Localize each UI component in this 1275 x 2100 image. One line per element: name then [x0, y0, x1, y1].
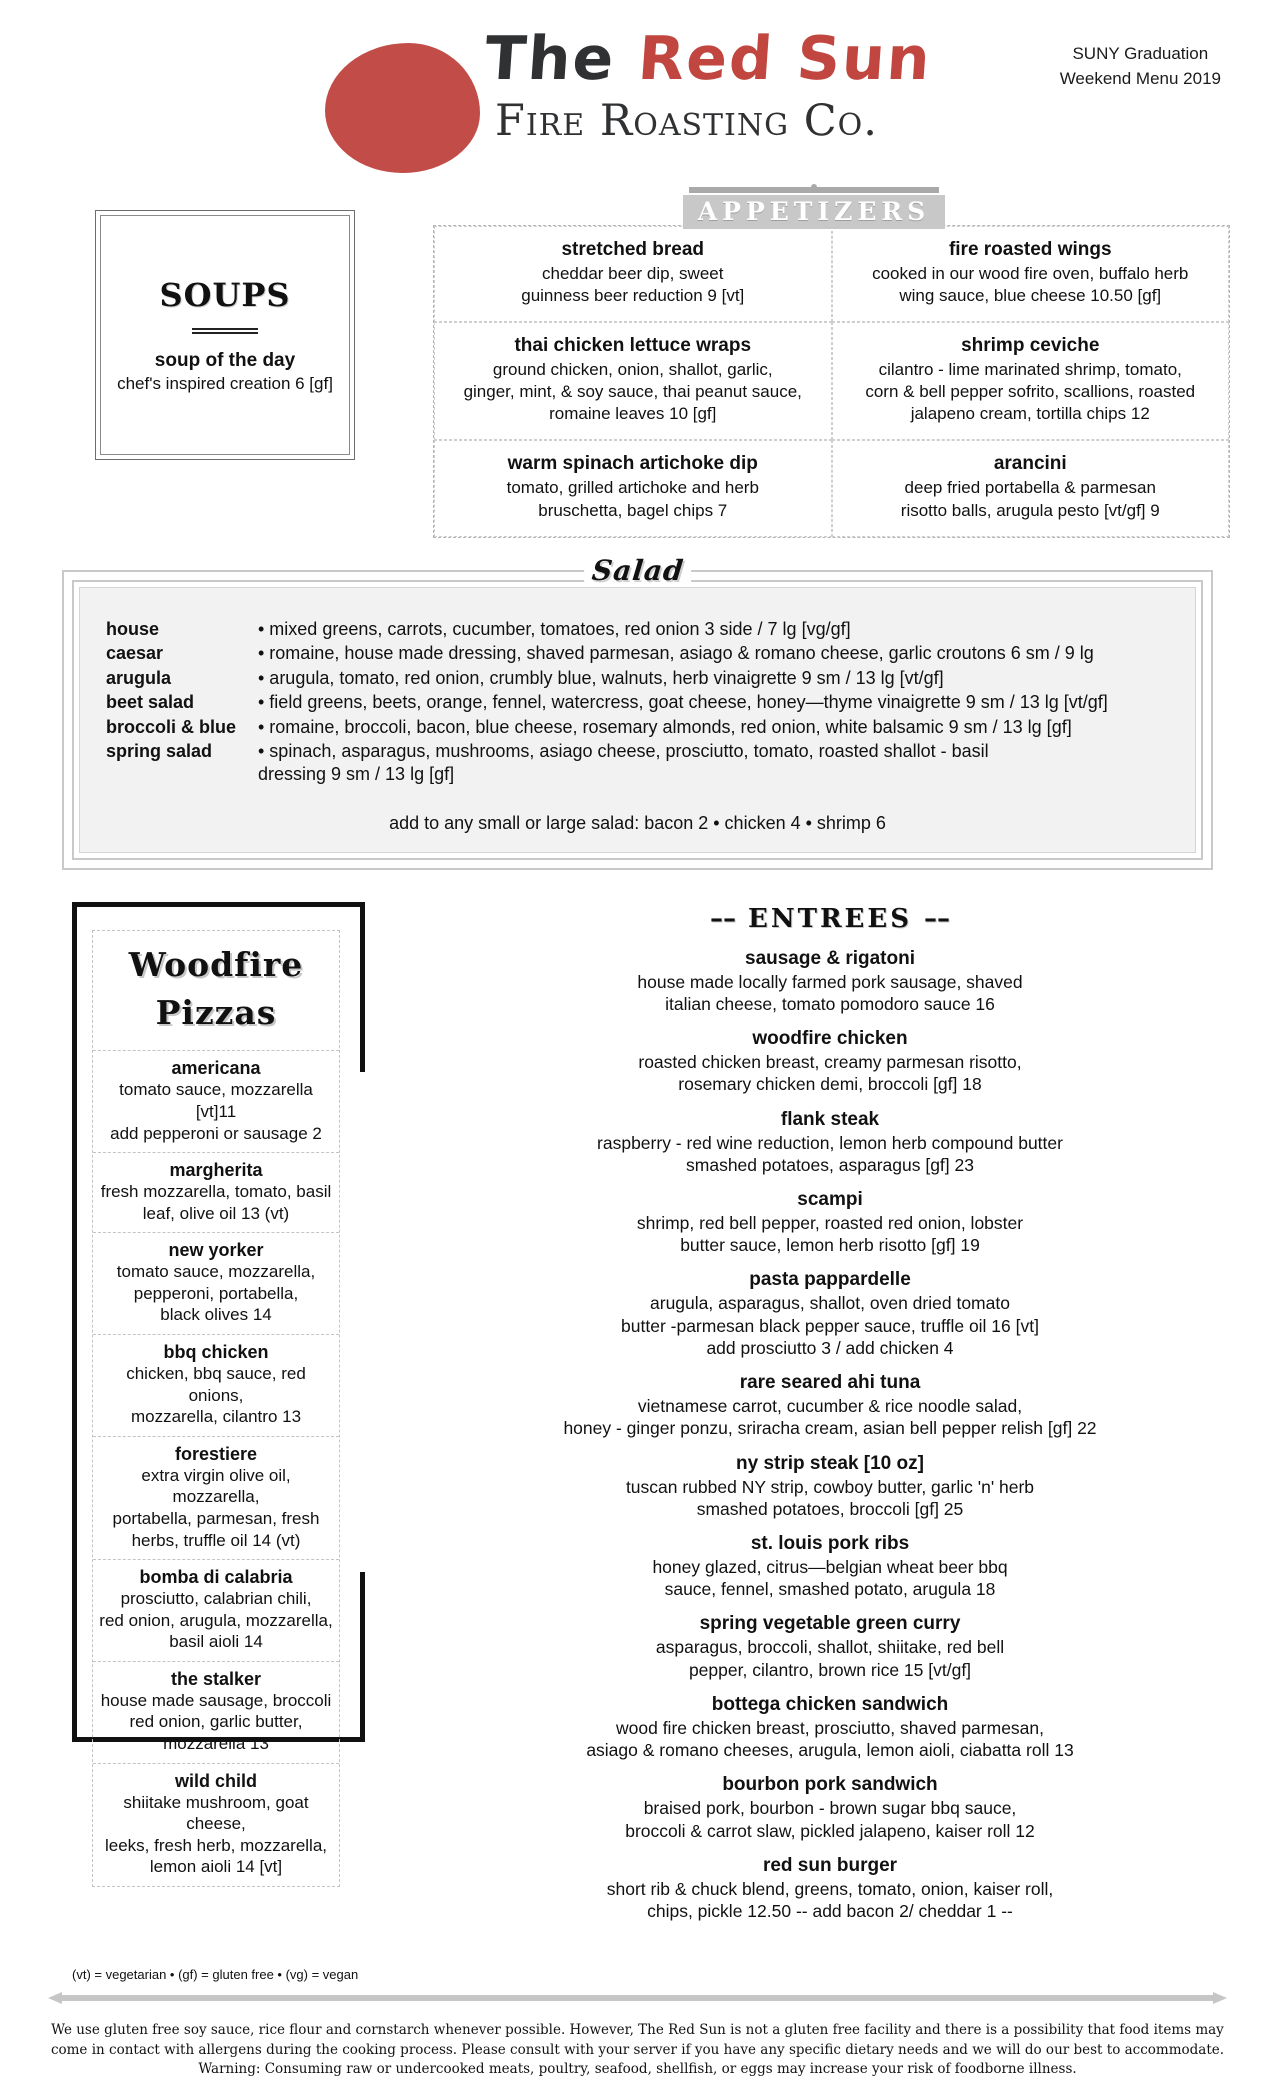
banner-bar-decoration [689, 187, 939, 193]
menu-header [40, 0, 1235, 185]
entree-desc: vietnamese carrot, cucumber & rice noodle salad, honey - ginger ponzu, sriracha cream, asian bell pepper relish [gf] 22 [563, 1396, 1097, 1439]
menu-occasion-note [1060, 42, 1221, 91]
soup-of-the-day-name: soup of the day [154, 350, 296, 371]
brand-tagline: Fire Roasting Co. [495, 96, 878, 146]
entree-item [420, 1453, 1240, 1520]
salad-row [106, 642, 1169, 665]
arrow-bar [62, 1995, 1213, 2001]
pizza-name: new yorker [168, 1240, 264, 1261]
entree-desc: shrimp, red bell pepper, roasted red onion, lobster butter sauce, lemon herb risotto [gf] 19 [636, 1213, 1024, 1256]
entrees-heading [420, 904, 1240, 934]
entree-item [420, 1189, 1240, 1256]
appetizer-name: stretched bread [561, 239, 705, 260]
soups-divider [192, 328, 258, 334]
salad-name: house [106, 619, 160, 639]
entree-desc: raspberry - red wine reduction, lemon herb compound butter smashed potatoes, asparagus [gf] 23 [597, 1132, 1063, 1175]
brand-the: The [482, 24, 618, 94]
pizza-item [93, 1764, 339, 1886]
appetizer-item [832, 322, 1230, 440]
appetizer-item [434, 226, 832, 322]
soups-content [95, 210, 355, 460]
pizza-desc: house made sausage, broccoli red onion, garlic butter, mozzarella 13 [100, 1690, 332, 1753]
salad-heading-tab [584, 554, 692, 587]
pizza-desc: prosciutto, calabrian chili, red onion, arugula, mozzarella, basil aioli 14 [99, 1589, 333, 1652]
arrow-left-icon [48, 1992, 62, 2004]
appetizer-name: thai chicken lettuce wraps [514, 335, 752, 357]
entree-name: rare seared ahi tuna [739, 1372, 921, 1394]
pizzas-title-line2: Pizzas [155, 992, 277, 1032]
entree-item [420, 948, 1240, 1015]
entrees-dash-left: –– [709, 903, 736, 934]
entree-name: woodfire chicken [752, 1028, 908, 1050]
salad-name: broccoli & blue [106, 716, 237, 737]
entree-item [420, 1269, 1240, 1359]
bracket-right-top [360, 902, 365, 1072]
occasion-line1: SUNY Graduation [1072, 44, 1209, 63]
entree-name: scampi [797, 1189, 863, 1211]
salad-addons: add to any small or large salad: bacon 2 • chicken 4 • shrimp 6 [389, 812, 886, 833]
salad-name: caesar [106, 643, 164, 664]
salad-desc: • field greens, beets, orange, fennel, watercress, goat cheese, honey—thyme vinaigrette 9 sm / 13 lg [vt/gf] [258, 692, 1108, 713]
pizza-item [93, 1233, 339, 1335]
entree-desc: braised pork, bourbon - brown sugar bbq sauce, broccoli & carrot slaw, pickled jalapeno, kaiser roll 12 [625, 1798, 1035, 1841]
salad-title: Salad [589, 554, 686, 587]
salad-desc: • spinach, asparagus, mushrooms, asiago cheese, prosciutto, tomato, roasted shallot - basil dressing 9 sm / 13 lg [gf] [258, 740, 989, 785]
salad-frame-mid [72, 580, 1203, 860]
entree-name: bourbon pork sandwich [722, 1774, 938, 1796]
entree-item [420, 1028, 1240, 1095]
entree-item [420, 1613, 1240, 1680]
occasion-line2: Weekend Menu 2019 [1059, 68, 1221, 88]
appetizer-desc: cooked in our wood fire oven, buffalo herb wing sauce, blue cheese 10.50 [gf] [872, 264, 1189, 306]
pizza-item [93, 1335, 339, 1437]
pizza-item [93, 1560, 339, 1662]
entree-desc: tuscan rubbed NY strip, cowboy butter, garlic 'n' herb smashed potatoes, broccoli [gf] 25 [625, 1476, 1035, 1519]
entree-name: flank steak [780, 1108, 880, 1130]
pizza-desc: tomato sauce, mozzarella [vt]11 add pepperoni or sausage 2 [110, 1080, 322, 1143]
entree-desc: roasted chicken breast, creamy parmesan risotto, rosemary chicken demi, broccoli [gf] 18 [638, 1052, 1022, 1095]
pizza-desc: shiitake mushroom, goat cheese, leeks, fresh herb, mozzarella, lemon aioli 14 [vt] [104, 1792, 328, 1877]
pizzas-heading [93, 931, 339, 1052]
entree-name: sausage & rigatoni [745, 947, 915, 969]
pizza-item [93, 1437, 339, 1560]
appetizer-desc: cheddar beer dip, sweet guinness beer reduction 9 [vt] [521, 264, 745, 306]
salad-desc: • romaine, broccoli, bacon, blue cheese, rosemary almonds, red onion, white balsamic 9 sm / 13 lg [gf] [258, 716, 1072, 737]
entrees-title: ENTREES [748, 903, 912, 934]
entree-name: red sun burger [762, 1854, 898, 1876]
salad-list [79, 587, 1196, 853]
salad-section [62, 554, 1213, 870]
appetizers-banner [683, 187, 945, 229]
pizza-name: the stalker [170, 1668, 262, 1689]
entree-desc: asparagus, broccoli, shallot, shiitake, red bell pepper, cilantro, brown rice 15 [vt/gf] [655, 1637, 1005, 1680]
appetizer-desc: deep fried portabella & parmesan risotto balls, arugula pesto [vt/gf] 9 [900, 478, 1160, 520]
appetizers-grid [433, 225, 1230, 538]
pizza-name: bomba di calabria [139, 1567, 293, 1588]
pizza-name: bbq chicken [163, 1342, 269, 1363]
entree-desc: wood fire chicken breast, prosciutto, shaved parmesan, asiago & romano cheeses, arugula, lemon aioli, ciabatta roll 13 [586, 1717, 1074, 1761]
entree-name: pasta pappardelle [749, 1269, 911, 1291]
salad-row [106, 667, 1169, 690]
entree-item [420, 1109, 1240, 1176]
entrees-dash-right: –– [924, 903, 951, 934]
entree-name: spring vegetable green curry [699, 1613, 961, 1635]
entree-item [420, 1694, 1240, 1761]
entree-item [420, 1372, 1240, 1439]
brand-name-line1 [483, 24, 935, 94]
pizza-desc: extra virgin olive oil, mozzarella, portabella, parmesan, fresh herbs, truffle oil 14 (vt) [112, 1465, 320, 1550]
brand-logo [280, 18, 980, 168]
entree-desc: honey glazed, citrus—belgian wheat beer bbq sauce, fennel, smashed potato, arugula 18 [652, 1557, 1008, 1600]
pizza-name: americana [171, 1058, 261, 1079]
entrees-section [420, 892, 1240, 1935]
salad-desc: • arugula, tomato, red onion, crumbly blue, walnuts, herb vinaigrette 9 sm / 13 lg [vt/gf] [258, 667, 944, 688]
pizza-desc: fresh mozzarella, tomato, basil leaf, olive oil 13 (vt) [100, 1182, 332, 1223]
appetizer-name: fire roasted wings [948, 239, 1112, 260]
red-sun-dot-icon [325, 43, 480, 173]
appetizer-name: warm spinach artichoke dip [507, 453, 758, 475]
appetizers-title: APPETIZERS [683, 195, 945, 229]
salad-name: spring salad [106, 740, 213, 761]
footer-divider-arrow [48, 1992, 1227, 2004]
woodfire-pizzas-section [92, 930, 340, 1887]
pizza-item [93, 1153, 339, 1233]
soups-title: SOUPS [159, 276, 291, 314]
pizza-desc: tomato sauce, mozzarella, pepperoni, portabella, black olives 14 [116, 1262, 316, 1325]
arrow-right-icon [1213, 1992, 1227, 2004]
soups-box [95, 210, 355, 460]
salad-name: beet salad [106, 692, 195, 713]
pizzas-title-line1: Woodfire [128, 944, 304, 984]
pizza-name: forestiere [174, 1443, 258, 1464]
soup-of-the-day-desc: chef's inspired creation 6 [gf] [117, 374, 333, 393]
entree-item [420, 1533, 1240, 1600]
salad-row [106, 691, 1169, 714]
bracket-right-bottom [360, 1572, 365, 1742]
pizza-name: margherita [169, 1160, 263, 1181]
salad-desc: • romaine, house made dressing, shaved parmesan, asiago & romano cheese, garlic croutons 6 sm / 9 lg [258, 643, 1094, 664]
salad-desc: • mixed greens, carrots, cucumber, tomatoes, red onion 3 side / 7 lg [vg/gf] [258, 619, 851, 639]
salad-row [106, 740, 1169, 787]
appetizer-name: shrimp ceviche [961, 335, 1100, 357]
soups-appetizers-row [40, 185, 1235, 560]
entree-desc: arugula, asparagus, shallot, oven dried tomato butter -parmesan black pepper sauce, truffle oil 16 [vt] add prosciutto 3 / add chicken 4 [621, 1293, 1039, 1358]
entree-name: st. louis pork ribs [750, 1533, 910, 1555]
pizza-item [93, 1051, 339, 1153]
appetizer-item [832, 226, 1230, 322]
allergen-disclaimer: We use gluten free soy sauce, rice flour and cornstarch whenever possible. However, The Red Sun is not a gluten free facility and there is a possibility that food items may come in contact with allergens during the cooking process. Please consult with your server if you have any specific dietary needs and we will do our best to accommodate. Warning: Consuming raw or undercooked meats, poultry, seafood, shellfish, or eggs may increase your risk of foodborne illness. [50, 2022, 1225, 2078]
salad-row [106, 618, 1169, 641]
appetizer-item [434, 440, 832, 536]
dietary-legend: (vt) = vegetarian • (gf) = gluten free • (vg) = vegan [72, 1967, 359, 1982]
pizzas-entrees-row [40, 892, 1235, 1921]
brand-red-sun: Red Sun [635, 24, 935, 94]
pizza-item [93, 1662, 339, 1764]
pizza-desc: chicken, bbq sauce, red onions, mozzarella, cilantro 13 [126, 1364, 306, 1427]
entree-desc: house made locally farmed pork sausage, shaved italian cheese, tomato pomodoro sauce 16 [637, 971, 1023, 1014]
appetizer-item [832, 440, 1230, 536]
appetizer-name: arancini [993, 453, 1067, 475]
entree-item [420, 1855, 1240, 1922]
appetizer-desc: ground chicken, onion, shallot, garlic, ginger, mint, & soy sauce, thai peanut sauce, romaine leaves 10 [gf] [463, 360, 802, 424]
appetizer-item [434, 322, 832, 440]
pizza-name: wild child [174, 1770, 257, 1791]
salad-row [106, 716, 1169, 739]
entree-desc: short rib & chuck blend, greens, tomato, onion, kaiser roll, chips, pickle 12.50 -- add bacon 2/ cheddar 1 -- [606, 1878, 1054, 1921]
entree-item [420, 1774, 1240, 1841]
appetizer-desc: tomato, grilled artichoke and herb bruschetta, bagel chips 7 [506, 478, 759, 520]
appetizer-desc: cilantro - lime marinated shrimp, tomato, corn & bell pepper sofrito, scallions, roasted jalapeno cream, tortilla chips 12 [865, 360, 1196, 424]
salad-name: arugula [106, 667, 172, 688]
entree-name: ny strip steak [10 oz] [736, 1452, 924, 1474]
entree-name: bottega chicken sandwich [711, 1693, 949, 1715]
